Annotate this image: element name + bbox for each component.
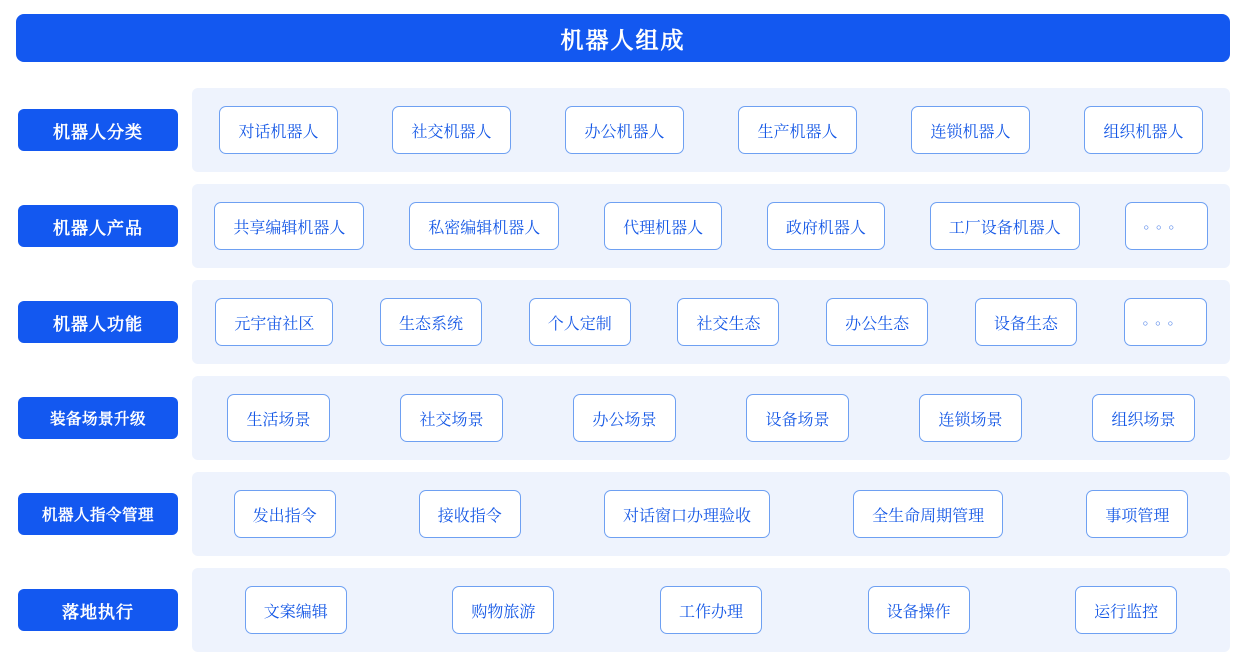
diagram-row <box>0 274 1246 370</box>
chip-item-more[interactable]: 。。。 <box>1124 298 1207 346</box>
chip-item[interactable]: 生态系统 <box>380 298 482 346</box>
diagram-row <box>0 82 1246 178</box>
chip-item[interactable]: 全生命周期管理 <box>853 490 1003 538</box>
chip-item[interactable]: 组织机器人 <box>1084 106 1202 154</box>
chip-item[interactable]: 对话机器人 <box>219 106 337 154</box>
diagram-rows <box>0 82 1246 658</box>
row-label-product: 机器人产品 <box>18 205 178 247</box>
chip-item[interactable]: 运行监控 <box>1075 586 1177 634</box>
row-items <box>178 394 1246 442</box>
chip-item[interactable]: 政府机器人 <box>767 202 885 250</box>
chip-item[interactable]: 生产机器人 <box>738 106 856 154</box>
diagram-row <box>0 562 1246 658</box>
chip-item[interactable]: 代理机器人 <box>604 202 722 250</box>
chip-item-more[interactable]: 。。。 <box>1125 202 1208 250</box>
row-items <box>178 298 1246 346</box>
chip-item[interactable]: 购物旅游 <box>452 586 554 634</box>
chip-item[interactable]: 办公生态 <box>826 298 928 346</box>
chip-item[interactable]: 个人定制 <box>529 298 631 346</box>
chip-item[interactable]: 设备生态 <box>975 298 1077 346</box>
chip-item[interactable]: 连锁机器人 <box>911 106 1029 154</box>
chip-item[interactable]: 工厂设备机器人 <box>930 202 1080 250</box>
row-label-function: 机器人功能 <box>18 301 178 343</box>
chip-item[interactable]: 生活场景 <box>227 394 329 442</box>
chip-item[interactable]: 对话窗口办理验收 <box>604 490 770 538</box>
page-title: 机器人组成 <box>560 26 686 53</box>
chip-item[interactable]: 社交机器人 <box>392 106 510 154</box>
chip-item[interactable]: 组织场景 <box>1092 394 1194 442</box>
chip-item[interactable]: 办公机器人 <box>565 106 683 154</box>
diagram-row <box>0 178 1246 274</box>
chip-item[interactable]: 社交生态 <box>677 298 779 346</box>
chip-item[interactable]: 事项管理 <box>1086 490 1188 538</box>
diagram-row <box>0 370 1246 466</box>
chip-item[interactable]: 工作办理 <box>660 586 762 634</box>
chip-item[interactable]: 社交场景 <box>400 394 502 442</box>
row-items <box>178 202 1246 250</box>
chip-item[interactable]: 元宇宙社区 <box>215 298 333 346</box>
chip-item[interactable]: 发出指令 <box>234 490 336 538</box>
chip-item[interactable]: 文案编辑 <box>245 586 347 634</box>
row-items <box>178 586 1246 634</box>
chip-item[interactable]: 办公场景 <box>573 394 675 442</box>
row-items <box>178 106 1246 154</box>
diagram-row <box>0 466 1246 562</box>
chip-item[interactable]: 设备场景 <box>746 394 848 442</box>
chip-item[interactable]: 设备操作 <box>868 586 970 634</box>
row-label-instruction-mgmt: 机器人指令管理 <box>18 493 178 535</box>
diagram-title-bar <box>16 14 1230 62</box>
row-label-category: 机器人分类 <box>18 109 178 151</box>
chip-item[interactable]: 私密编辑机器人 <box>409 202 559 250</box>
chip-item[interactable]: 共享编辑机器人 <box>214 202 364 250</box>
row-label-scene-upgrade: 装备场景升级 <box>18 397 178 439</box>
row-label-execution: 落地执行 <box>18 589 178 631</box>
chip-item[interactable]: 连锁场景 <box>919 394 1021 442</box>
chip-item[interactable]: 接收指令 <box>419 490 521 538</box>
row-items <box>178 490 1246 538</box>
